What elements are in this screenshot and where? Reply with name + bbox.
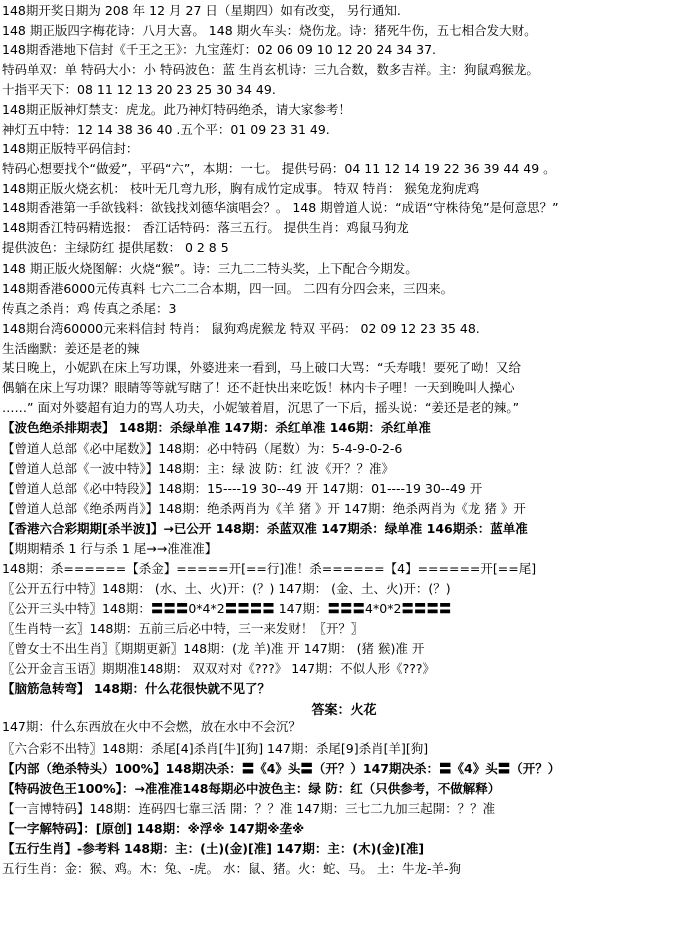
text-line-6: 148期正版神灯禁支：虎龙。此乃神灯特码绝杀，请大家参考！ <box>2 102 351 117</box>
text-line-9: 特码心想要找个“做爱”，平码“六”，本期：一七。 提供号码：04 11 12 14 19 22 36 39 44 49 。 <box>2 161 556 176</box>
text-line-8: 148期正版特平码信封： <box>2 141 139 156</box>
text-line-24: 【曾道人总部《一波中特》】148期：主：绿 波 防：红 波《开？？准》 <box>2 461 395 476</box>
text-line-32: 〖生肖特一玄〗148期：五前三后必中特，三一来发财！〖开？〗 <box>2 621 364 636</box>
text-line-23: 【曾道人总部《必中尾数》】148期：必中特码（尾数）为：5-4-9-0-2-6 <box>2 441 403 456</box>
text-line-28: 【期期精杀 1 行与杀 1 尾→→准准准】 <box>2 541 218 556</box>
text-line-40: 【特码波色王100%】：→准准准148每期必中波色主：绿 防：红（只供参考，不做解释） <box>2 781 501 796</box>
text-line-25: 【曾道人总部《必中特段》】148期：15----19 30--49 开 147期：01----19 30--49 开 <box>2 481 483 496</box>
text-line-37: 147期：什么东西放在火中不会燃，放在水中不会沉？ <box>2 719 301 734</box>
text-line-17: 148期台湾60000元来料信封 特肖： 鼠狗鸡虎猴龙 特双 平码： 02 09 12 23 35 48. <box>2 321 480 336</box>
text-line-41: 【一言博特码】148期：连码四七靠三活 開：？？准 147期：三七二九加三起開：？？准 <box>2 801 496 816</box>
text-line-4: 特码单双：单 特码大小：小 特码波色：蓝 生肖玄机诗：三九合数，数多吉祥。主：狗鼠鸡猴龙。 <box>2 62 539 77</box>
text-line-31: 〖公开三头中特〗148期：〓〓〓0*4*2〓〓〓〓 147期：〓〓〓4*0*2〓〓〓〓 <box>2 601 452 616</box>
text-line-11: 148期香港第一手欲钱料：欲钱找刘德华演唱会？。 148 期曾道人说：“成语“守株待兔”是何意思？” <box>2 200 559 215</box>
text-line-7: 神灯五中特：12 14 38 36 40 .五个平：01 09 23 31 49. <box>2 122 330 137</box>
text-line-2: 148 期正版四字梅花诗：八月大喜。 148 期火车头：烧伤龙。诗：猪死牛伤，五七相合发大财。 <box>2 23 537 38</box>
text-line-27: 【香港六合彩期期[杀半波]】→已公开 148期：杀蓝双准 147期杀：绿单准 146期杀：蓝单准 <box>2 521 528 536</box>
text-line-29: 148期：杀======【杀金】=====开[==行]准！杀======【4】======开[==尾] <box>2 561 537 576</box>
text-line-18: 生活幽默：姜还是老的辣 <box>2 341 140 356</box>
text-line-20: 偶躺在床上写功课？眼睛等等就写瞎了！还不赶快出来吃饭！林内卡子哩！一天到晚叫人操心 <box>2 380 515 395</box>
text-line-1: 148期开奖日期为 208 年 12 月 27 日（星期四）如有改变， 另行通知. <box>2 3 401 18</box>
text-line-43: 【五行生肖】-参考料 148期：主：(土)(金)[准] 147期：主：(木)(金)[准] <box>2 841 425 856</box>
text-line-16: 传真之杀肖：鸡 传真之杀尾：3 <box>2 301 177 316</box>
text-line-12: 148期香江特码精选报： 香江话特码：落三五行。 提供生肖：鸡鼠马狗龙 <box>2 220 409 235</box>
text-line-13: 提供波色：主绿防红 提供尾数： 0 2 8 5 <box>2 240 229 255</box>
text-line-26: 【曾道人总部《绝杀两肖》】148期：绝杀两肖为《羊 猪 》开 147期：绝杀两肖为《龙 猪 》开 <box>2 501 526 516</box>
text-line-42: 【一字解特码】：[原创] 148期：※浮※ 147期※垄※ <box>2 821 305 836</box>
text-line-33: 〖曾女士不出生肖〗〖期期更新〗148期：(龙 羊)准 开 147期： (猪 猴)准 开 <box>2 641 425 656</box>
text-line-35: 【脑筋急转弯】 148期：什么花很快就不见了？ <box>2 681 270 696</box>
text-line-5: 十指平天下：08 11 12 13 20 23 25 30 34 49. <box>2 82 276 97</box>
text-line-14: 148 期正版火烧图解：火烧“猴”。诗：三九二二特头奖，上下配合今期发。 <box>2 261 418 276</box>
text-line-38: 〖六合彩不出特〗148期：杀尾[4]杀肖[牛][狗] 147期：杀尾[9]杀肖[羊][狗] <box>2 741 429 756</box>
text-line-19: 某日晚上，小妮趴在床上写功课，外婆进来一看到，马上破口大骂：“夭寿哦！要死了呦！又给 <box>2 360 521 375</box>
text-line-10: 148期正版火烧玄机： 枝叶无几弯九形，胸有成竹定成事。 特双 特肖： 猴兔龙狗虎鸡 <box>2 181 480 196</box>
text-line-30: 〖公开五行中特〗148期： (水、土、火)开：(？) 147期： (金、土、火)开：(？) <box>2 581 451 596</box>
text-line-22: 【波色绝杀排期表】 148期：杀绿单准 147期：杀红单准 146期：杀红单准 <box>2 420 431 435</box>
text-line-3: 148期香港地下信封《千王之王》：九宝莲灯：02 06 09 10 12 20 24 34 37. <box>2 42 437 57</box>
text-line-15: 148期香港6000元传真料 七六二二合本期，四一回。 二四有分四会来，三四来。 <box>2 281 454 296</box>
text-line-34: 〖公开金言玉语〗期期准148期： 双双对对《???》 147期：不似人形《???》 <box>2 661 435 676</box>
text-line-44: 五行生肖：金：猴、鸡。木：兔、-虎。 水：鼠、猪。火：蛇、马。 土：牛龙-羊-狗 <box>2 861 461 876</box>
text-line-39: 【内部（绝杀特头）100%】148期决杀：〓《4》头〓（开？）147期决杀：〓《4》头〓（开？） <box>2 761 561 776</box>
text-line-21: ……” 面对外婆超有迫力的骂人功夫，小妮皱着眉，沉思了一下后，摇头说：“姜还是老的辣。” <box>2 400 520 415</box>
answer-line: 答案：火花 <box>311 703 377 718</box>
